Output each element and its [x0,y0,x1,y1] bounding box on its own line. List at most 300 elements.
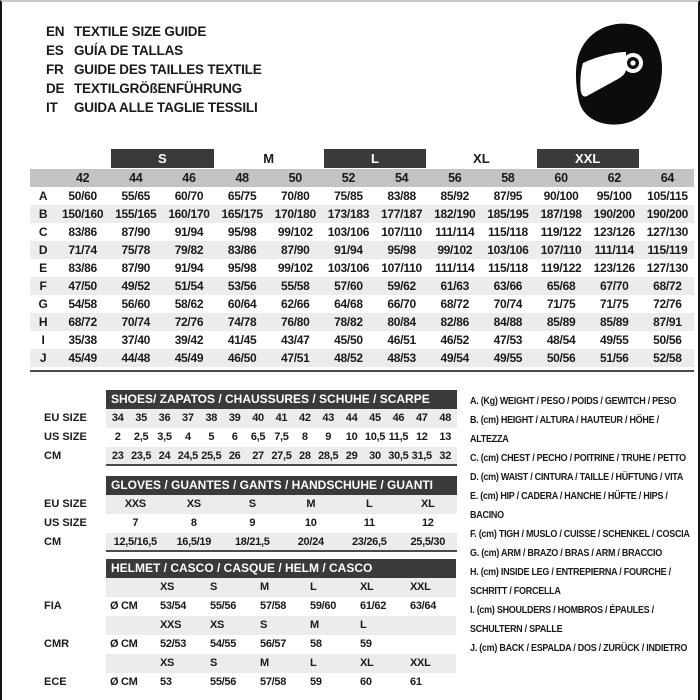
measurement-value-cell: 47/50 [56,277,109,295]
language-title-list [46,22,262,117]
shoes-value-cell: 43 [317,409,340,428]
helmet-size-cell: XS [156,654,206,673]
gloves-row [44,495,457,514]
measurement-value-cell: 95/98 [227,225,257,239]
size-number-cell: 50 [269,169,322,187]
measurement-value-cell: 66/70 [387,297,416,311]
measurement-value-cell: 127/130 [646,225,689,239]
measurement-value-cell: 72/76 [162,313,215,331]
measurement-value-cell: 52/58 [641,349,694,367]
measurement-row-label: G [38,297,48,311]
measurement-value-cell: 123/126 [593,225,635,239]
shoes-value-cell: 10,5 [364,431,386,443]
divider-line [106,550,457,552]
helmet-value-cell: 53 [160,676,172,688]
spacer-cell [106,654,156,673]
helmet-value-cell: 53/54 [160,600,187,612]
table-title-row [44,559,456,578]
size-group-cell [109,147,215,169]
measurement-value-cell: 50/60 [68,189,97,203]
helmet-standard-section [44,654,456,692]
helmet-size-cell: XXL [406,578,456,597]
measurement-value-cell: 46/51 [387,333,416,347]
row-label: CM [44,536,62,548]
spacer-cell [30,147,56,169]
helmet-size-cell: S [206,578,256,597]
language-code: EN [46,24,65,39]
standard-label: CMR [44,638,70,650]
size-number-cell: 42 [56,169,109,187]
helmet-standard-section [44,578,456,616]
measurement-value-cell: 70/80 [281,189,310,203]
language-code: ES [46,43,64,58]
legend-item: E. (cm) HIP / CADERA / HANCHE / HÜFTE / HIPS / BACINO [470,491,668,521]
measurement-row [30,241,694,259]
measurement-value-cell: 79/82 [162,241,215,259]
helmet-icon [572,22,664,126]
spacer-cell [44,578,106,597]
gloves-value-cell: S [223,495,282,514]
shoes-value-cell: 8 [301,431,308,443]
shoes-value-cell: 24,5 [176,447,199,466]
spacer-cell [44,476,106,495]
measurement-value-cell: 119/122 [540,225,582,239]
measurement-value-cell: 95/100 [596,189,632,203]
size-group-cell [535,147,641,169]
shoes-size-table [44,390,457,466]
size-group-label: XXL [537,149,639,168]
measurement-value-cell: 95/98 [227,261,257,275]
helmet-value-cell: 60 [360,676,372,688]
measurement-row-label: I [41,333,45,347]
spacer-cell [44,654,106,673]
shoes-value-cell: 4 [184,431,191,443]
helmet-value-cell: 54/55 [210,638,237,650]
diameter-unit-label: Ø CM [110,638,138,650]
helmet-size-cell: XS [156,578,206,597]
standard-label: ECE [44,676,67,688]
measurement-value-cell: 127/130 [646,261,689,275]
language-title-row [46,41,262,60]
measurement-value-cell: 83/86 [216,241,269,259]
row-label: US SIZE [44,517,87,529]
measurement-value-cell: 75/78 [109,241,162,259]
legend-item: G. (cm) ARM / BRAZO / BRAS / ARM / BRACCIO [470,548,662,559]
measurement-value-cell: 45/49 [162,349,215,367]
measurement-value-cell: 64/68 [334,297,363,311]
helmet-size-cell: XXL [406,654,456,673]
measurement-value-cell: 55/58 [269,277,322,295]
shoes-value-cell: 41 [270,409,293,428]
spacer-cell [30,169,56,187]
helmet-size-cell [406,616,456,635]
measurement-legend [470,392,697,658]
shoes-value-cell: 30 [363,447,386,466]
measurement-value-cell: 99/102 [277,261,313,275]
measurement-value-cell: 59/62 [375,277,428,295]
gloves-value-cell: 25,5/30 [399,533,458,552]
shoes-value-cell: 37 [176,409,199,428]
helmet-value-cell: 59 [310,676,322,688]
measurement-row-label: H [30,313,56,331]
guide-title: GUIDA ALLE TAGLIE TESSILI [74,100,258,115]
measurement-value-cell: 111/114 [435,261,475,275]
shoes-value-cell: 11,5 [388,431,409,443]
helmet-size-cell: XL [356,578,406,597]
helmet-value-cell: 55/56 [210,676,237,688]
spacer-cell [44,559,106,578]
measurement-value-cell: 46/52 [440,333,470,347]
guide-title: GUIDE DES TAILLES TEXTILE [74,62,262,77]
measurement-value-cell: 115/118 [487,261,528,275]
shoes-value-cell: 29 [340,447,363,466]
shoes-value-cell: 27 [246,447,269,466]
measurement-value-cell: 49/55 [599,333,629,347]
helmet-size-cell: XS [206,616,256,635]
helmet-size-cell: XXS [156,616,206,635]
shoes-value-cell: 46 [387,409,410,428]
measurement-value-cell: 48/52 [322,349,375,367]
language-code: IT [46,100,58,115]
shoes-value-cell: 26 [223,447,246,466]
gloves-value-cell: 11 [363,517,375,529]
measurement-value-cell: 111/114 [588,241,641,259]
measurement-value-cell: 95/98 [375,241,428,259]
gloves-value-cell: 7 [132,517,139,529]
shoes-value-cell: 48 [433,409,457,428]
helmet-value-cell: 57/58 [260,676,287,688]
shoes-value-cell: 44 [340,409,363,428]
size-number-row [30,169,694,187]
gloves-value-cell: 20/24 [282,533,341,552]
shoes-value-cell: 27,5 [270,447,293,466]
measurement-value-cell: 91/94 [174,261,204,275]
size-number-cell: 60 [535,169,588,187]
shoes-value-cell: 23 [106,447,129,466]
helmet-sizes-row [44,654,456,673]
shoes-value-cell: 45 [363,409,386,428]
size-group-label: S [111,149,213,168]
measurement-row-label: F [30,277,56,295]
gloves-size-table [44,476,457,552]
helmet-value-cell: 55/56 [210,600,237,612]
size-number-cell: 46 [162,169,215,187]
measurement-value-cell: 165/175 [216,205,269,223]
shoes-value-cell: 10 [345,431,358,443]
measurement-value-cell: 49/52 [109,277,162,295]
spacer-cell [106,578,156,597]
shoes-value-cell: 24 [153,447,176,466]
measurement-value-cell: 71/74 [56,241,109,259]
measurement-value-cell: 48/54 [546,333,576,347]
size-number-cell: 54 [375,169,428,187]
helmet-sizes-row [44,616,456,635]
measurement-value-cell: 107/110 [381,225,422,239]
measurement-row [30,331,694,349]
measurement-value-cell: 50/56 [535,349,588,367]
gloves-value-cell: 23/26,5 [340,533,399,552]
measurement-value-cell: 83/88 [387,189,416,203]
gloves-value-cell: XS [165,495,224,514]
helmet-values-row [44,597,456,616]
size-group-label: M [263,150,275,166]
shoes-value-cell: 5 [208,431,215,443]
shoes-value-cell: 30,5 [387,447,410,466]
measurement-row [30,313,694,331]
gloves-value-cell: 8 [190,517,197,529]
helmet-values-row [44,673,456,692]
measurement-value-cell: 55/65 [121,189,151,203]
shoes-value-cell: 31,5 [410,447,433,466]
standard-label: FIA [44,600,62,612]
measurement-value-cell: 60/70 [174,189,204,203]
spacer-cell [44,390,106,409]
helmet-size-cell: M [256,578,306,597]
gloves-value-cell: 16,5/19 [165,533,224,552]
measurement-value-cell: 45/49 [56,349,109,367]
helmet-size-table [44,559,456,692]
shoes-value-cell: 3,5 [157,431,172,443]
size-group-label: XL [473,150,490,166]
measurement-value-cell: 68/72 [440,297,470,311]
spacer-cell [106,616,156,635]
helmet-size-cell: XL [356,654,406,673]
measurement-row-label: C [38,225,48,239]
helmet-values-row [44,635,456,654]
measurement-value-cell: 91/94 [174,225,204,239]
measurement-value-cell: 74/78 [216,313,269,331]
measurement-value-cell: 170/180 [269,205,322,223]
legend-item: D. (cm) WAIST / CINTURA / TAILLE / HÜFTUNG / VITA [470,472,684,483]
helmet-size-cell: S [256,616,306,635]
helmet-standard-section [44,616,456,654]
gloves-value-cell: XL [399,495,458,514]
helmet-size-cell: L [306,578,356,597]
measurement-value-cell: 111/114 [435,225,475,239]
guide-title: TEXTILGRÖßENFÜHRUNG [74,81,242,96]
measurement-value-cell: 43/47 [281,333,310,347]
helmet-value-cell: 63/64 [410,600,437,612]
size-group-cell [322,147,428,169]
measurement-value-cell: 68/72 [56,313,109,331]
measurement-row-label: B [30,205,56,223]
measurement-value-cell: 71/75 [546,297,576,311]
measurement-value-cell: 49/54 [428,349,481,367]
helmet-sizes-row [44,578,456,597]
measurement-value-cell: 173/183 [322,205,375,223]
measurement-value-cell: 78/82 [322,313,375,331]
measurement-value-cell: 190/200 [588,205,641,223]
measurement-row [30,295,694,313]
shoes-value-cell: 38 [200,409,223,428]
measurement-row [30,205,694,223]
measurement-value-cell: 75/85 [334,189,363,203]
size-number-cell: 56 [428,169,481,187]
measurement-value-cell: 63/66 [481,277,534,295]
measurement-value-cell: 85/92 [440,189,470,203]
measurement-value-cell: 49/55 [481,349,534,367]
measurement-value-cell: 70/74 [109,313,162,331]
size-group-cell [428,147,534,169]
measurement-value-cell: 67/70 [588,277,641,295]
language-title-row [46,60,262,79]
shoes-row [44,428,457,447]
measurement-value-cell: 85/89 [535,313,588,331]
measurement-value-cell: 45/50 [334,333,363,347]
helmet-table-title: HELMET / CASCO / CASQUE / HELM / CASCO [106,559,456,578]
gloves-value-cell: L [340,495,399,514]
measurement-value-cell: 83/86 [68,261,97,275]
measurement-value-cell: 177/187 [375,205,428,223]
shoes-row [44,409,457,428]
measurement-value-cell: 44/48 [109,349,162,367]
shoes-value-cell: 23,5 [129,447,152,466]
shoes-table-title: SHOES/ ZAPATOS / CHAUSSURES / SCHUHE / SCARPE [106,390,457,409]
shoes-value-cell: 34 [106,409,129,428]
measurement-value-cell: 51/54 [162,277,215,295]
helmet-value-cell: 56/57 [260,638,287,650]
size-number-cell: 62 [588,169,641,187]
size-group-label: L [324,149,426,168]
measurement-value-cell: 155/165 [109,205,162,223]
shoes-value-cell: 6 [231,431,238,443]
measurement-row [30,349,694,367]
size-group-cell [216,147,322,169]
measurement-value-cell: 103/106 [327,261,370,275]
measurement-value-cell: 35/38 [68,333,97,347]
shoes-value-cell: 40 [246,409,269,428]
measurement-value-cell: 99/102 [277,225,313,239]
shoes-value-cell: 28 [293,447,316,466]
measurement-value-cell: 115/118 [487,225,528,239]
helmet-value-cell: 61/62 [360,600,387,612]
guide-title: TEXTILE SIZE GUIDE [74,24,207,39]
legend-item: F. (cm) TIGH / MUSLO / CUISSE / SCHENKEL / COSCIA [470,529,690,540]
diameter-unit-label: Ø CM [110,676,138,688]
shoes-value-cell: 39 [223,409,246,428]
measurement-value-cell: 65/75 [227,189,257,203]
measurement-row-label: A [38,189,48,203]
measurement-value-cell: 72/76 [653,297,682,311]
measurement-value-cell: 90/100 [543,189,579,203]
language-title-row [46,98,262,117]
measurement-value-cell: 50/56 [653,333,682,347]
helmet-value-cell: 52/53 [160,638,187,650]
diameter-unit-label: Ø CM [110,600,138,612]
gloves-value-cell: 12 [421,517,434,529]
language-title-row [46,22,262,41]
helmet-value-cell: 57/58 [260,600,287,612]
measurement-value-cell: 87/95 [493,189,523,203]
gloves-value-cell: 10 [304,517,317,529]
shoes-value-cell: 35 [129,409,152,428]
measurement-value-cell: 53/56 [216,277,269,295]
measurement-value-cell: 123/126 [593,261,635,275]
measurement-value-cell: 103/106 [327,225,370,239]
measurement-value-cell: 54/58 [68,297,97,311]
measurement-row [30,259,694,277]
shoes-value-cell: 28,5 [317,447,340,466]
shoes-value-cell: 12 [415,431,428,443]
shoes-value-cell: 47 [410,409,433,428]
legend-item: H. (cm) INSIDE LEG / ENTREPIERNA / FOURCHE / SCHRITT / FORCELLA [470,567,671,597]
measurement-value-cell: 37/40 [121,333,151,347]
shoes-value-cell: 2,5 [133,431,149,443]
gloves-value-cell: 9 [249,517,256,529]
measurement-value-cell: 87/90 [121,225,151,239]
measurement-value-cell: 87/91 [641,313,694,331]
row-label: US SIZE [44,431,87,443]
measurement-value-cell: 87/90 [121,261,151,275]
measurement-value-cell: 82/86 [428,313,481,331]
measurement-value-cell: 70/74 [493,297,523,311]
measurement-value-cell: 46/50 [216,349,269,367]
measurement-value-cell: 119/122 [540,261,582,275]
row-label: CM [44,450,62,462]
gloves-table-title: GLOVES / GUANTES / GANTS / HANDSCHUHE / GUANTI [106,476,457,495]
measurement-value-cell: 58/62 [174,297,204,311]
measurement-value-cell: 190/200 [641,205,694,223]
measurement-value-cell: 62/66 [281,297,310,311]
measurement-value-cell: 47/53 [493,333,523,347]
size-number-cell: 44 [109,169,162,187]
gloves-value-cell: M [282,495,341,514]
shoes-value-cell: 13 [439,431,452,443]
measurement-value-cell: 105/115 [647,189,688,203]
measurement-value-cell: 115/119 [641,241,694,259]
measurement-row-label: J [30,349,56,367]
helmet-size-cell: L [356,616,406,635]
measurement-row [30,277,694,295]
helmet-value-cell: 58 [310,638,322,650]
measurement-value-cell: 182/190 [428,205,481,223]
measurement-row-label: E [39,261,47,275]
gloves-value-cell: 12,5/16,5 [106,533,165,552]
shoes-value-cell: 9 [325,431,332,443]
shoes-value-cell: 25,5 [200,447,223,466]
measurement-value-cell: 48/53 [375,349,428,367]
measurement-value-cell: 56/60 [121,297,151,311]
size-number-cell: 48 [216,169,269,187]
helmet-value-cell: 59 [360,638,372,650]
helmet-size-cell: M [306,616,356,635]
measurement-value-cell: 61/63 [428,277,481,295]
helmet-size-cell: L [306,654,356,673]
measurement-value-cell: 87/90 [269,241,322,259]
language-code: DE [46,81,65,96]
measurement-row [30,187,694,205]
measurement-value-cell: 99/102 [428,241,481,259]
measurement-value-cell: 65/68 [535,277,588,295]
measurement-value-cell: 39/42 [174,333,204,347]
measurement-value-cell: 68/72 [641,277,694,295]
measurement-value-cell: 76/80 [269,313,322,331]
measurement-value-cell: 85/89 [588,313,641,331]
size-number-cell: 58 [481,169,534,187]
shoes-value-cell: 7,5 [274,431,289,443]
size-number-cell: 64 [641,169,694,187]
measurement-value-cell: 60/64 [227,297,257,311]
divider-line [106,464,457,466]
measurement-row-label: D [30,241,56,259]
size-number-cell: 52 [322,169,375,187]
measurement-value-cell: 91/94 [322,241,375,259]
measurement-value-cell: 51/56 [588,349,641,367]
language-title-row [46,79,262,98]
helmet-size-cell: M [256,654,306,673]
gloves-row [44,514,457,533]
shoes-value-cell: 42 [293,409,316,428]
